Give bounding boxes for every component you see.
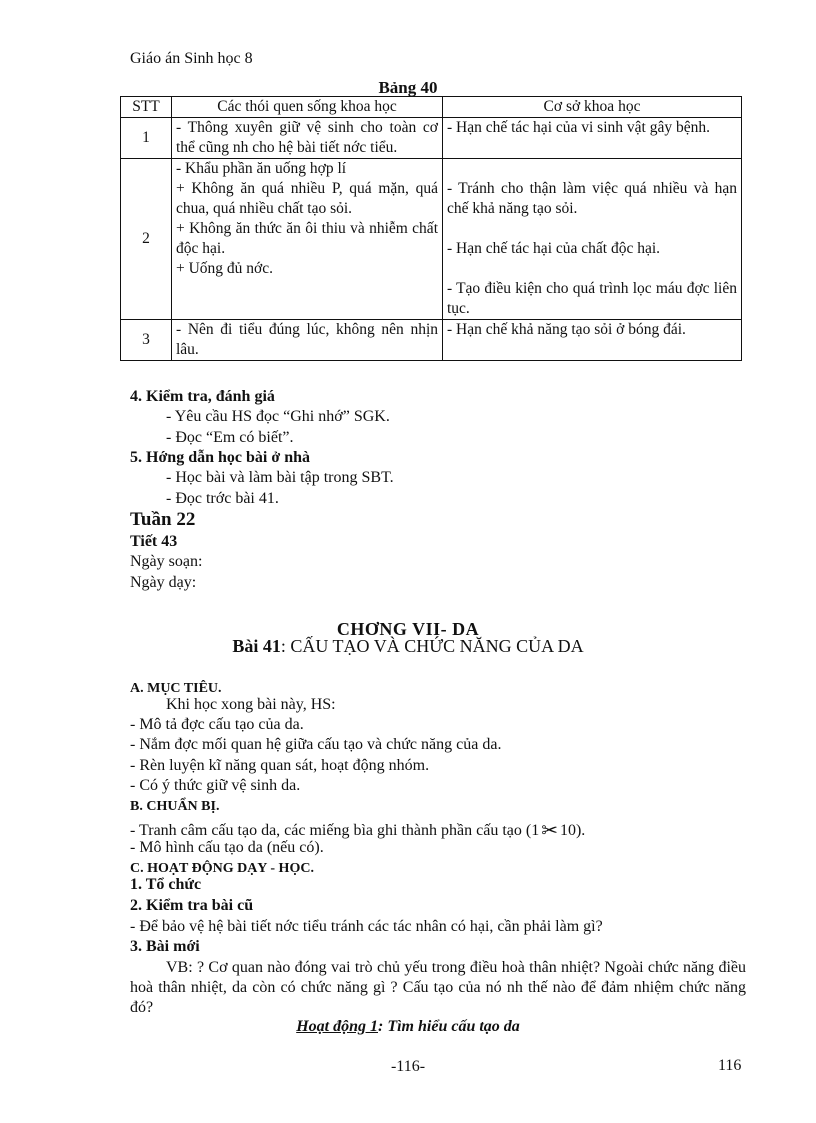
section-b-title: B. CHUẨN BỊ.	[130, 799, 220, 814]
section-5-item: - Học bài và làm bài tập trong SBT.	[166, 469, 394, 486]
preparation-item: - Mô hình cấu tạo da (nếu có).	[130, 839, 324, 856]
row-habits	[172, 118, 443, 159]
row-bases	[443, 118, 742, 159]
page-number-right: 116	[718, 1057, 742, 1074]
review-question: - Để bảo vệ hệ bài tiết nớc tiểu tránh các tác nhân có hại, cần phải làm gì?	[130, 918, 603, 935]
lesson-title-text: : CẤU TẠO VÀ CHỨC NĂNG CỦA DA	[280, 636, 584, 656]
basis-text: - Hạn chế tác hại của vi sinh vật gây bệnh.	[447, 119, 710, 136]
habit-text: - Thông xuyên giữ vệ sinh cho toàn cơ thể cũng nh cho hệ bài tiết nớc tiểu.	[176, 119, 438, 156]
row-stt: 1	[121, 118, 172, 159]
col-header-stt: STT	[121, 97, 172, 118]
lesson-title	[0, 636, 816, 657]
table-header-row	[121, 97, 742, 118]
row-stt: 3	[121, 320, 172, 361]
section-5-title: 5. Hớng dẫn học bài ở nhà	[130, 449, 310, 466]
section-4-item: - Yêu cầu HS đọc “Ghi nhớ” SGK.	[166, 408, 390, 425]
page-number: -116-	[390, 1058, 426, 1075]
step-1-title: 1. Tổ chức	[130, 876, 202, 893]
activity-1-text: : Tìm hiểu cấu tạo da	[378, 1018, 520, 1035]
teach-date-label: Ngày dạy:	[130, 574, 197, 591]
row-habits	[172, 159, 443, 320]
section-4-item: - Đọc “Em có biết”.	[166, 429, 294, 446]
basis-text: - Tạo điều kiện cho quá trình lọc máu đợc liên tục.	[447, 280, 737, 317]
scissors-icon: ✂	[541, 820, 558, 842]
table-caption: Bảng 40	[378, 78, 438, 97]
habit-text: + Uống đủ nớc.	[176, 260, 274, 277]
row-habits	[172, 320, 443, 361]
section-c-title: C. HOẠT ĐỘNG DẠY - HỌC.	[130, 861, 314, 876]
activity-1-label: Hoạt động 1	[296, 1018, 378, 1035]
habit-text: + Không ăn thức ăn ôi thiu và nhiễm chất độc hại.	[176, 220, 438, 257]
lesson-number-label: Bài 41	[232, 636, 281, 656]
week-label: Tuần 22	[130, 509, 196, 530]
habits-table	[120, 96, 742, 361]
prep-date-label: Ngày soạn:	[130, 553, 203, 570]
habit-text: - Nên đi tiểu đúng lúc, không nên nhịn lâu.	[176, 321, 438, 358]
basis-text: - Hạn chế khả năng tạo sỏi ở bóng đái.	[447, 321, 686, 338]
preparation-text: - Tranh câm cấu tạo da, các miếng bìa ghi thành phần cấu tạo (1	[130, 822, 540, 839]
objective-item: - Mô tả đợc cấu tạo của da.	[130, 716, 304, 733]
section-a-intro: Khi học xong bài này, HS:	[166, 696, 336, 713]
basis-text: - Tránh cho thận làm việc quá nhiều và hạn chế khả năng tạo sỏi.	[447, 180, 737, 217]
section-4-title: 4. Kiểm tra, đánh giá	[130, 388, 275, 405]
table-row	[121, 320, 742, 361]
row-stt: 2	[121, 159, 172, 320]
col-header-bases: Cơ sở khoa học	[443, 97, 742, 118]
section-a-title: A. MỤC TIÊU.	[130, 681, 222, 696]
step-2-title: 2. Kiểm tra bài cũ	[130, 897, 254, 914]
table-row	[121, 118, 742, 159]
basis-text: - Hạn chế tác hại của chất độc hại.	[447, 240, 661, 257]
row-bases	[443, 320, 742, 361]
doc-header: Giáo án Sinh học 8	[130, 50, 253, 67]
section-5-item: - Đọc trớc bài 41.	[166, 490, 279, 507]
row-bases	[443, 159, 742, 320]
habit-text: + Không ăn quá nhiều P, quá mặn, quá chua, quá nhiều chất tạo sỏi.	[176, 180, 438, 217]
objective-item: - Nắm đợc mối quan hệ giữa cấu tạo và chức năng của da.	[130, 736, 502, 753]
activity-1-heading	[0, 1018, 816, 1036]
table-row	[121, 159, 742, 320]
habit-text: - Khẩu phần ăn uống hợp lí	[176, 160, 347, 177]
objective-item: - Có ý thức giữ vệ sinh da.	[130, 777, 301, 794]
lesson-number: Tiết 43	[130, 533, 178, 550]
chapter-title: CHƠNG VII- DA	[336, 619, 480, 639]
step-3-title: 3. Bài mới	[130, 938, 200, 955]
preparation-text-end: 10).	[559, 822, 586, 839]
objective-item: - Rèn luyện kĩ năng quan sát, hoạt động nhóm.	[130, 757, 430, 774]
intro-paragraph: VB: ? Cơ quan nào đóng vai trò chủ yếu trong điều hoà thân nhiệt? Ngoài chức năng điều hoà thân nhiệt, da còn có chức năng gì ? Cấu tạo của nó nh thế nào để đảm nhiệm chức năng đó?	[130, 959, 746, 1016]
col-header-habits: Các thói quen sống khoa học	[172, 97, 443, 118]
